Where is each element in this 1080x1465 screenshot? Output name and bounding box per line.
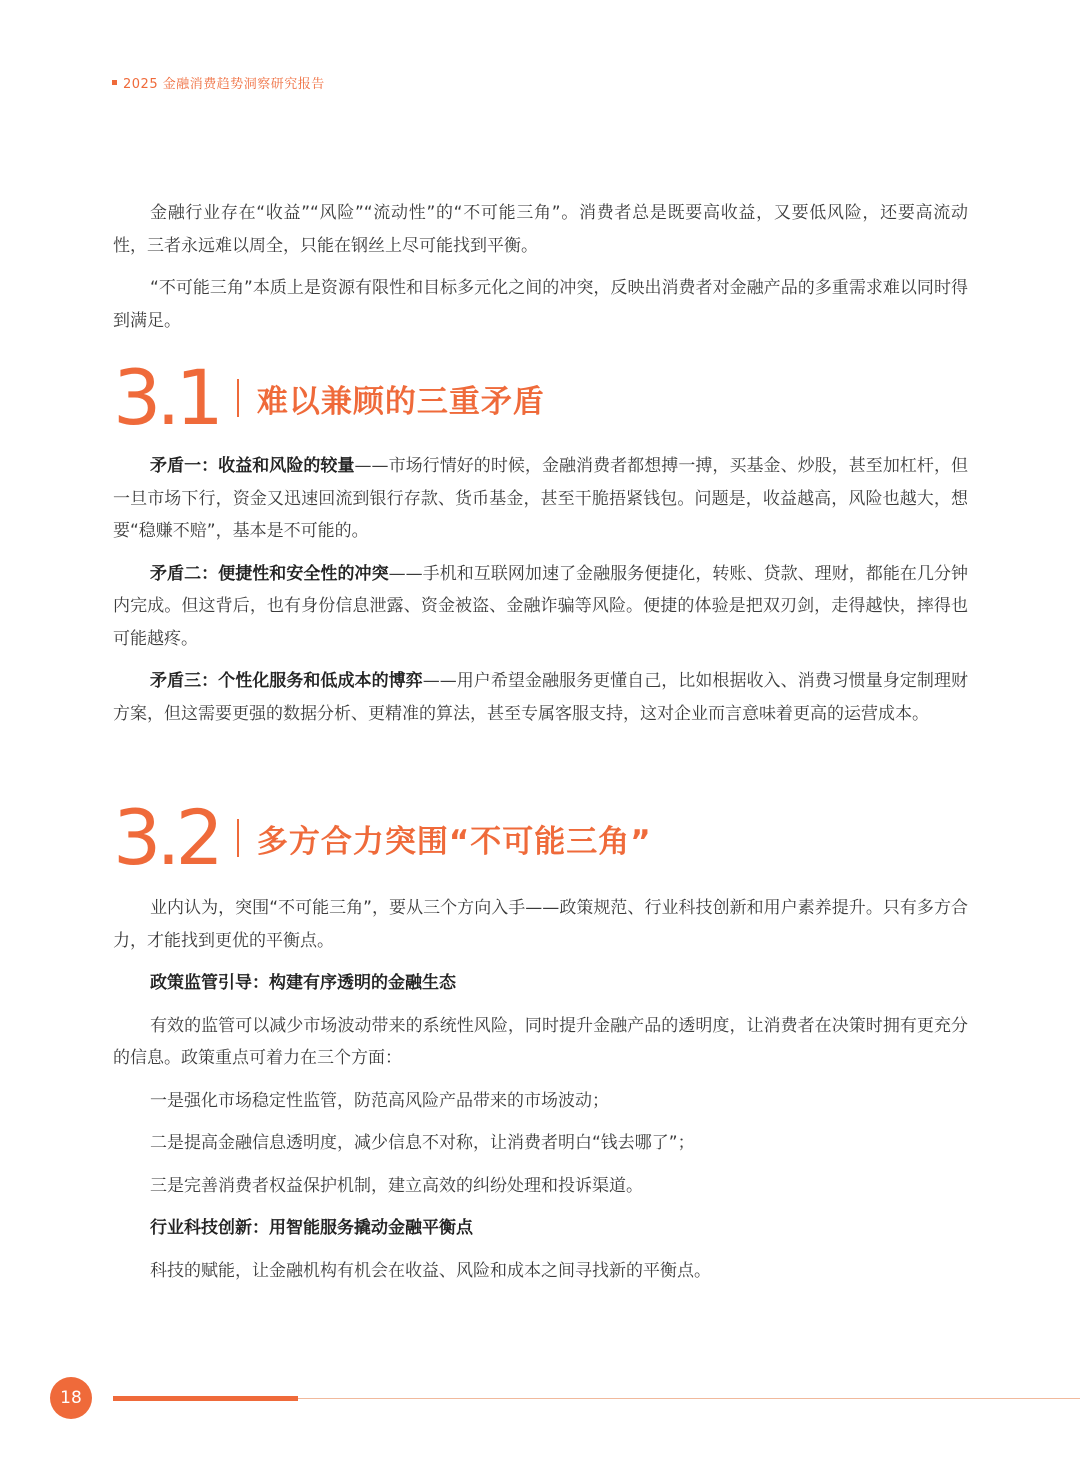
page-number: 18 xyxy=(60,1388,82,1408)
section-heading-3-2 xyxy=(113,793,652,882)
contradiction-3-label: 矛盾三：个性化服务和低成本的博弈 xyxy=(150,671,423,691)
section-2-paragraph-3: 科技的赋能，让金融机构有机会在收益、风险和成本之间寻找新的平衡点。 xyxy=(150,1260,711,1281)
section-1-body xyxy=(113,450,968,730)
section-number: 3.1 xyxy=(113,353,219,442)
intro-paragraph-2: “不可能三角”本质上是资源有限性和目标多元化之间的冲突，反映出消费者对金融产品的多重需求难以同时得到满足。 xyxy=(113,278,968,331)
policy-point-3: 三是完善消费者权益保护机制，建立高效的纠纷处理和投诉渠道。 xyxy=(150,1175,643,1196)
running-header xyxy=(112,73,325,92)
intro-paragraph-1: 金融行业存在“收益”“风险”“流动性”的“不可能三角”。消费者总是既要高收益，又要低风险，还要高流动性，三者永远难以周全，只能在钢丝上尽可能找到平衡。 xyxy=(113,203,968,256)
section-2-paragraph-1: 业内认为，突围“不可能三角”，要从三个方向入手——政策规范、行业科技创新和用户素养提升。只有多方合力，才能找到更优的平衡点。 xyxy=(113,898,968,951)
footer-accent-bar xyxy=(113,1396,298,1401)
section-title: 多方合力突围“不可能三角” xyxy=(256,823,652,860)
contradiction-2-label: 矛盾二：便捷性和安全性的冲突 xyxy=(150,563,389,584)
section-2-paragraph-2: 有效的监管可以减少市场波动带来的系统性风险，同时提升金融产品的透明度，让消费者在决策时拥有更充分的信息。政策重点可着力在三个方面： xyxy=(113,1015,968,1068)
section-title: 难以兼顾的三重矛盾 xyxy=(256,383,545,420)
header-square-icon xyxy=(112,80,117,85)
contradiction-3 xyxy=(113,665,968,730)
page-number-badge xyxy=(50,1377,92,1419)
contradiction-1-text: ——市场行情好的时候，金融消费者都想搏一搏，买基金、炒股，甚至加杠杆，但一旦市场下行，资金又迅速回流到银行存款、货币基金，甚至干脆捂紧钱包。问题是，收益越高，风险也越大，想要“稳赚不赔”，基本是不可能的。 xyxy=(113,456,969,541)
report-title: 2025 金融消费趋势洞察研究报告 xyxy=(123,77,325,92)
contradiction-2-text: ——手机和互联网加速了金融服务便捷化，转账、贷款、理财，都能在几分钟内完成。但这背后，也有身份信息泄露、资金被盗、金融诈骗等风险。便捷的体验是把双刃剑，走得越快，摔得也可能越疼。 xyxy=(113,563,968,649)
subheading-policy: 政策监管引导：构建有序透明的金融生态 xyxy=(150,973,456,993)
section-divider xyxy=(237,379,239,417)
intro-block xyxy=(113,197,968,337)
contradiction-2 xyxy=(113,558,968,656)
contradiction-1 xyxy=(113,450,968,548)
section-2-body xyxy=(113,892,968,1287)
subheading-tech: 行业科技创新：用智能服务撬动金融平衡点 xyxy=(150,1218,473,1238)
section-number: 3.2 xyxy=(113,793,219,882)
section-heading-3-1 xyxy=(113,353,545,442)
policy-point-1: 一是强化市场稳定性监管，防范高风险产品带来的市场波动； xyxy=(150,1090,609,1111)
contradiction-3-text: ——用户希望金融服务更懂自己，比如根据收入、消费习惯量身定制理财方案，但这需要更强的数据分析、更精准的算法，甚至专属客服支持，这对企业而言意味着更高的运营成本。 xyxy=(113,671,969,724)
policy-point-2: 二是提高金融信息透明度，减少信息不对称，让消费者明白“钱去哪了”； xyxy=(150,1133,695,1153)
section-divider xyxy=(237,819,239,857)
contradiction-1-label: 矛盾一：收益和风险的较量 xyxy=(150,456,355,476)
footer-rule xyxy=(298,1398,1080,1399)
